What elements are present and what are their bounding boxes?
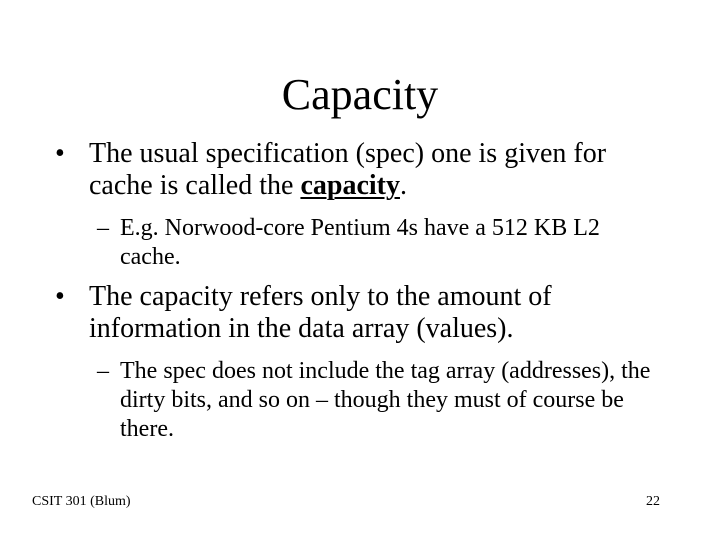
bullet-capacity-spec [55, 138, 675, 202]
bullet-marker: • [55, 138, 65, 169]
bullet-text: The capacity refers only to the amount of information in the data array (values). [89, 281, 552, 344]
bullet-marker: • [55, 281, 65, 312]
footer-course: CSIT 301 (Blum) [32, 494, 131, 509]
sub-bullet-text: The spec does not include the tag array (addresses), the dirty bits, and so on – though they must of course be there. [120, 358, 651, 442]
sub-bullet-example [97, 214, 657, 272]
bullet-text-end: . [399, 170, 407, 201]
bullet-text [89, 138, 675, 202]
sub-bullet-marker: – [97, 358, 109, 384]
page-number: 22 [646, 494, 660, 509]
sub-bullet-exclusions [97, 357, 657, 444]
keyword-capacity: capacity [300, 170, 400, 201]
bullet-capacity-definition [55, 281, 675, 345]
slide-title: Capacity [281, 70, 439, 119]
sub-bullet-text: E.g. Norwood-core Pentium 4s have a 512 KB L2 cache. [120, 215, 600, 270]
sub-bullet-marker: – [97, 215, 109, 241]
bullet-text-start: The usual specification (spec) one is given for cache is called the [89, 138, 607, 201]
